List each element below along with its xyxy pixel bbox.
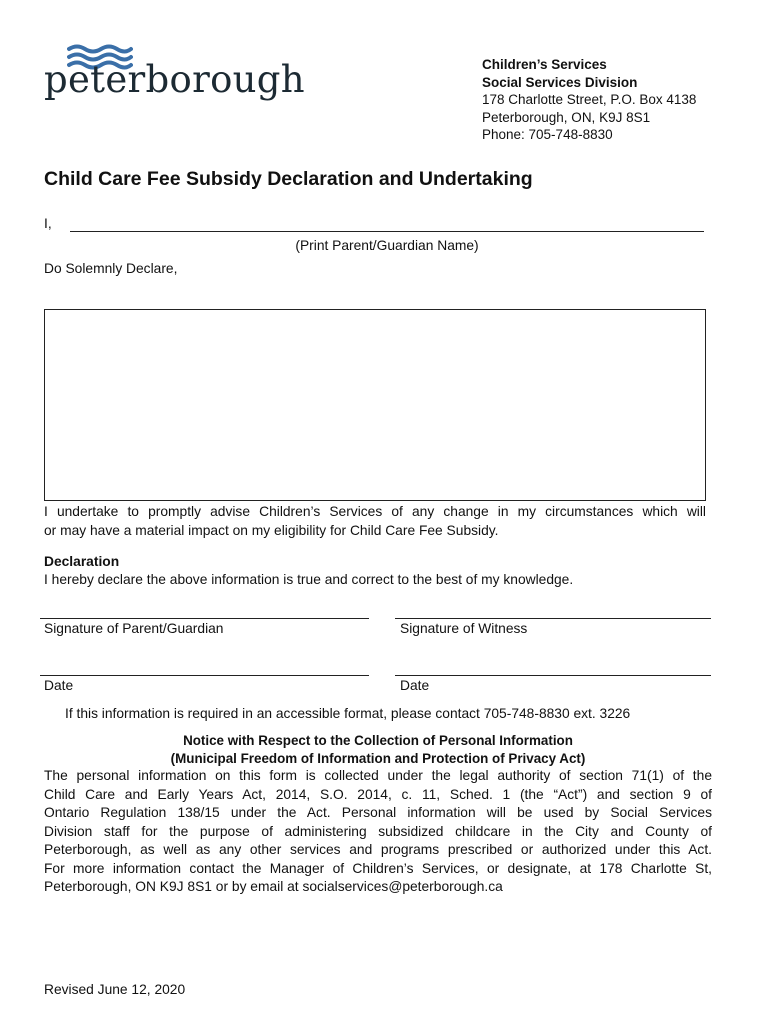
notice-line: For more information contact the Manager of Children’s Services, or designate, at 178 Charlotte St,: [44, 860, 712, 876]
undertaking-paragraph: [44, 503, 706, 540]
parent-signature-label: Signature of Parent/Guardian: [44, 621, 224, 636]
address-city: Peterborough, ON, K9J 8S1: [482, 109, 651, 125]
witness-signature-label: Signature of Witness: [400, 621, 528, 636]
declaration-heading: Declaration: [44, 554, 120, 569]
witness-date-field[interactable]: [395, 675, 711, 676]
declare-line: Do Solemnly Declare,: [44, 261, 178, 276]
address-dept: Children’s Services: [482, 57, 607, 72]
notice-heading: Notice with Respect to the Collection of Personal Information: [183, 733, 573, 748]
witness-date-label: Date: [400, 678, 430, 693]
notice-line: The personal information on this form is collected under the legal authority of section 71(1) of the: [44, 768, 712, 783]
notice-paragraph: [44, 767, 712, 897]
revised-date: Revised June 12, 2020: [44, 982, 186, 997]
parent-date-label: Date: [44, 678, 74, 693]
address-phone: Phone: 705-748-8830: [482, 127, 613, 142]
address-street: 178 Charlotte Street, P.O. Box 4138: [482, 92, 697, 107]
notice-subheading: (Municipal Freedom of Information and Protection of Privacy Act): [170, 751, 586, 766]
name-caption: (Print Parent/Guardian Name): [295, 238, 479, 253]
notice-line: Division staff for the purpose of administering subsidized childcare in the City and County of: [44, 823, 712, 839]
form-title: Child Care Fee Subsidy Declaration and Undertaking: [44, 168, 533, 190]
parent-date-field[interactable]: [40, 675, 369, 676]
address-division: Social Services Division: [482, 74, 638, 90]
parent-name-field[interactable]: [70, 231, 704, 232]
witness-signature-field[interactable]: [395, 618, 711, 619]
declaration-text-box[interactable]: [44, 309, 706, 501]
notice-line: Ontario Regulation 138/15 under the Act. Personal information will be used by Social Services: [44, 805, 712, 820]
undertaking-line: I undertake to promptly advise Children’s Services of any change in my circumstances which will: [44, 504, 706, 519]
accessible-format-note: If this information is required in an accessible format, please contact 705-748-8830 ext. 3226: [65, 706, 631, 721]
notice-line: Peterborough, ON K9J 8S1 or by email at socialservices@peterborough.ca: [44, 879, 503, 894]
notice-line: Child Care and Early Years Act, 2014, S.O. 2014, c. 11, Sched. 1 (the “Act”) and section 9 of: [44, 786, 712, 802]
notice-line: Peterborough, as well as any other services and programs prescribed or authorized under this Act.: [44, 842, 712, 857]
name-prefix: I,: [44, 216, 52, 231]
address-block: [482, 56, 696, 144]
declaration-text: I hereby declare the above information is true and correct to the best of my knowledge.: [44, 572, 574, 587]
parent-signature-field[interactable]: [40, 618, 369, 619]
undertaking-line: or may have a material impact on my eligibility for Child Care Fee Subsidy.: [44, 522, 499, 538]
logo-wordmark: peterborough: [44, 58, 305, 101]
